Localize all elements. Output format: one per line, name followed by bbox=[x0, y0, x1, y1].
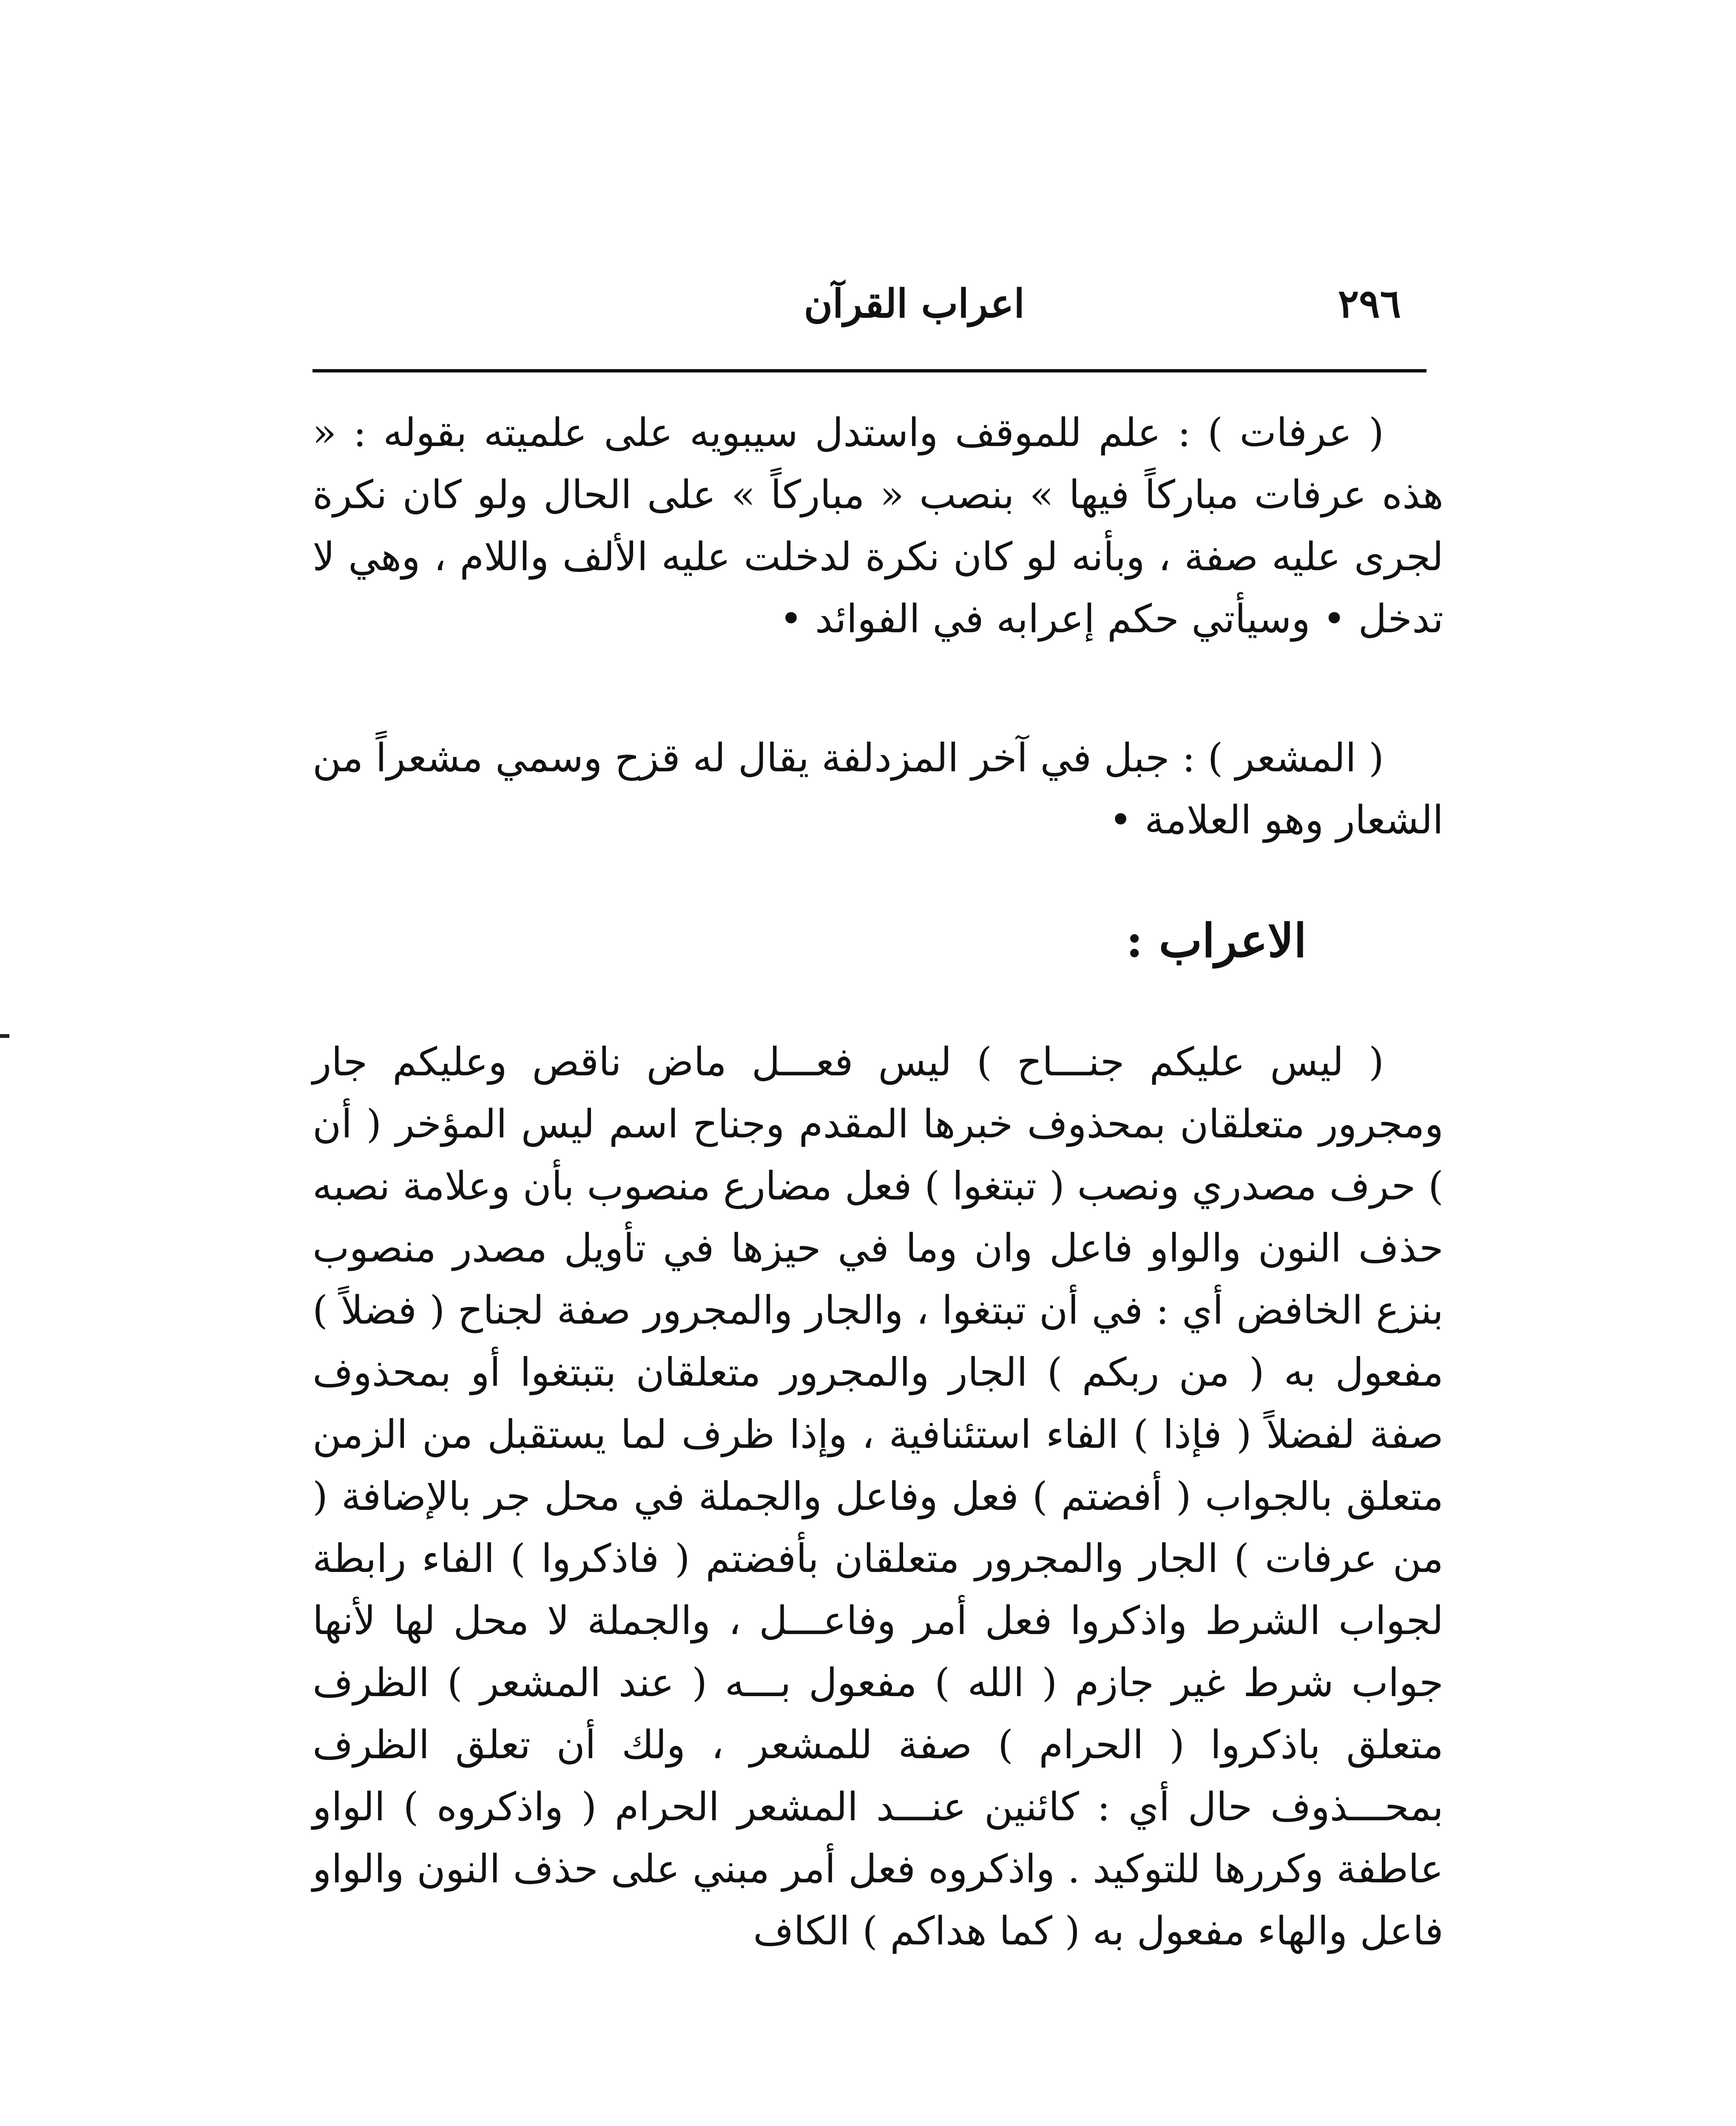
section-heading: الاعراب : bbox=[1126, 914, 1307, 968]
page-header bbox=[313, 272, 1426, 344]
glossary-entry-arafat bbox=[313, 402, 1443, 650]
header-divider bbox=[313, 369, 1426, 372]
paragraph-text: ( المشعر ) : جبل في آخر المزدلفة يقال له قزح وسمي مشعراً من الشعار وهو العلامة • bbox=[313, 735, 1443, 843]
running-title: اعراب القرآن bbox=[804, 281, 1025, 327]
scan-margin-mark bbox=[0, 1034, 9, 1038]
irab-paragraph bbox=[313, 1031, 1443, 1962]
paragraph-text: ( ليس عليكم جنـــاح ) ليس فعـــل ماض ناقص وعليكم جار ومجرور متعلقان بمحذوف خبرها المقدم وجناح اسم ليس المؤخر ( أن ) حرف مصدري ونصب ( تبتغوا ) فعل مضارع منصوب بأن وعلامة نصبه حذف النون والواو فاعل وان وما في حيزها في تأويل مصدر منصوب بنزع الخافض أي : في أن تبتغوا ، والجار والمجرور صفة لجناح ( فضلاً ) مفعول به ( من ربكم ) الجار والمجرور متعلقان بتبتغوا أو بمحذوف صفة لفضلاً ( فإذا ) الفاء استئنافية ، وإذا ظرف لما يستقبل من الزمن متعلق بالجواب ( أفضتم ) فعل وفاعل والجملة في محل جر بالإضافة ( من عرفات ) الجار والمجرور متعلقان بأفضتم ( فاذكروا ) الفاء رابطة لجواب الشرط واذكروا فعل أمر وفاعـــل ، والجملة لا محل لها لأنها جواب شرط غير جازم ( الله ) مفعول بـــه ( عند المشعر ) الظرف متعلق باذكروا ( الحرام ) صفة للمشعر ، ولك أن تعلق الظرف بمحـــذوف حال أي : كائنين عنـــد المشعر الحرام ( واذكروه ) الواو عاطفة وكررها للتوكيد . واذكروه فعل أمر مبني على حذف النون والواو فاعل والهاء مفعول به ( كما هداكم ) الكاف bbox=[313, 1039, 1443, 1954]
page-number: ٢٩٦ bbox=[1338, 281, 1401, 327]
paragraph-text: ( عرفات ) : علم للموقف واستدل سيبويه على علميته بقوله : « هذه عرفات مباركاً فيها » بنصب « مباركاً » على الحال ولو كان نكرة لجرى عليه صفة ، وبأنه لو كان نكرة لدخلت عليه الألف واللام ، وهي لا تدخل • وسيأتي حكم إعرابه في الفوائد • bbox=[313, 410, 1443, 642]
glossary-entry-mashar bbox=[313, 727, 1443, 851]
